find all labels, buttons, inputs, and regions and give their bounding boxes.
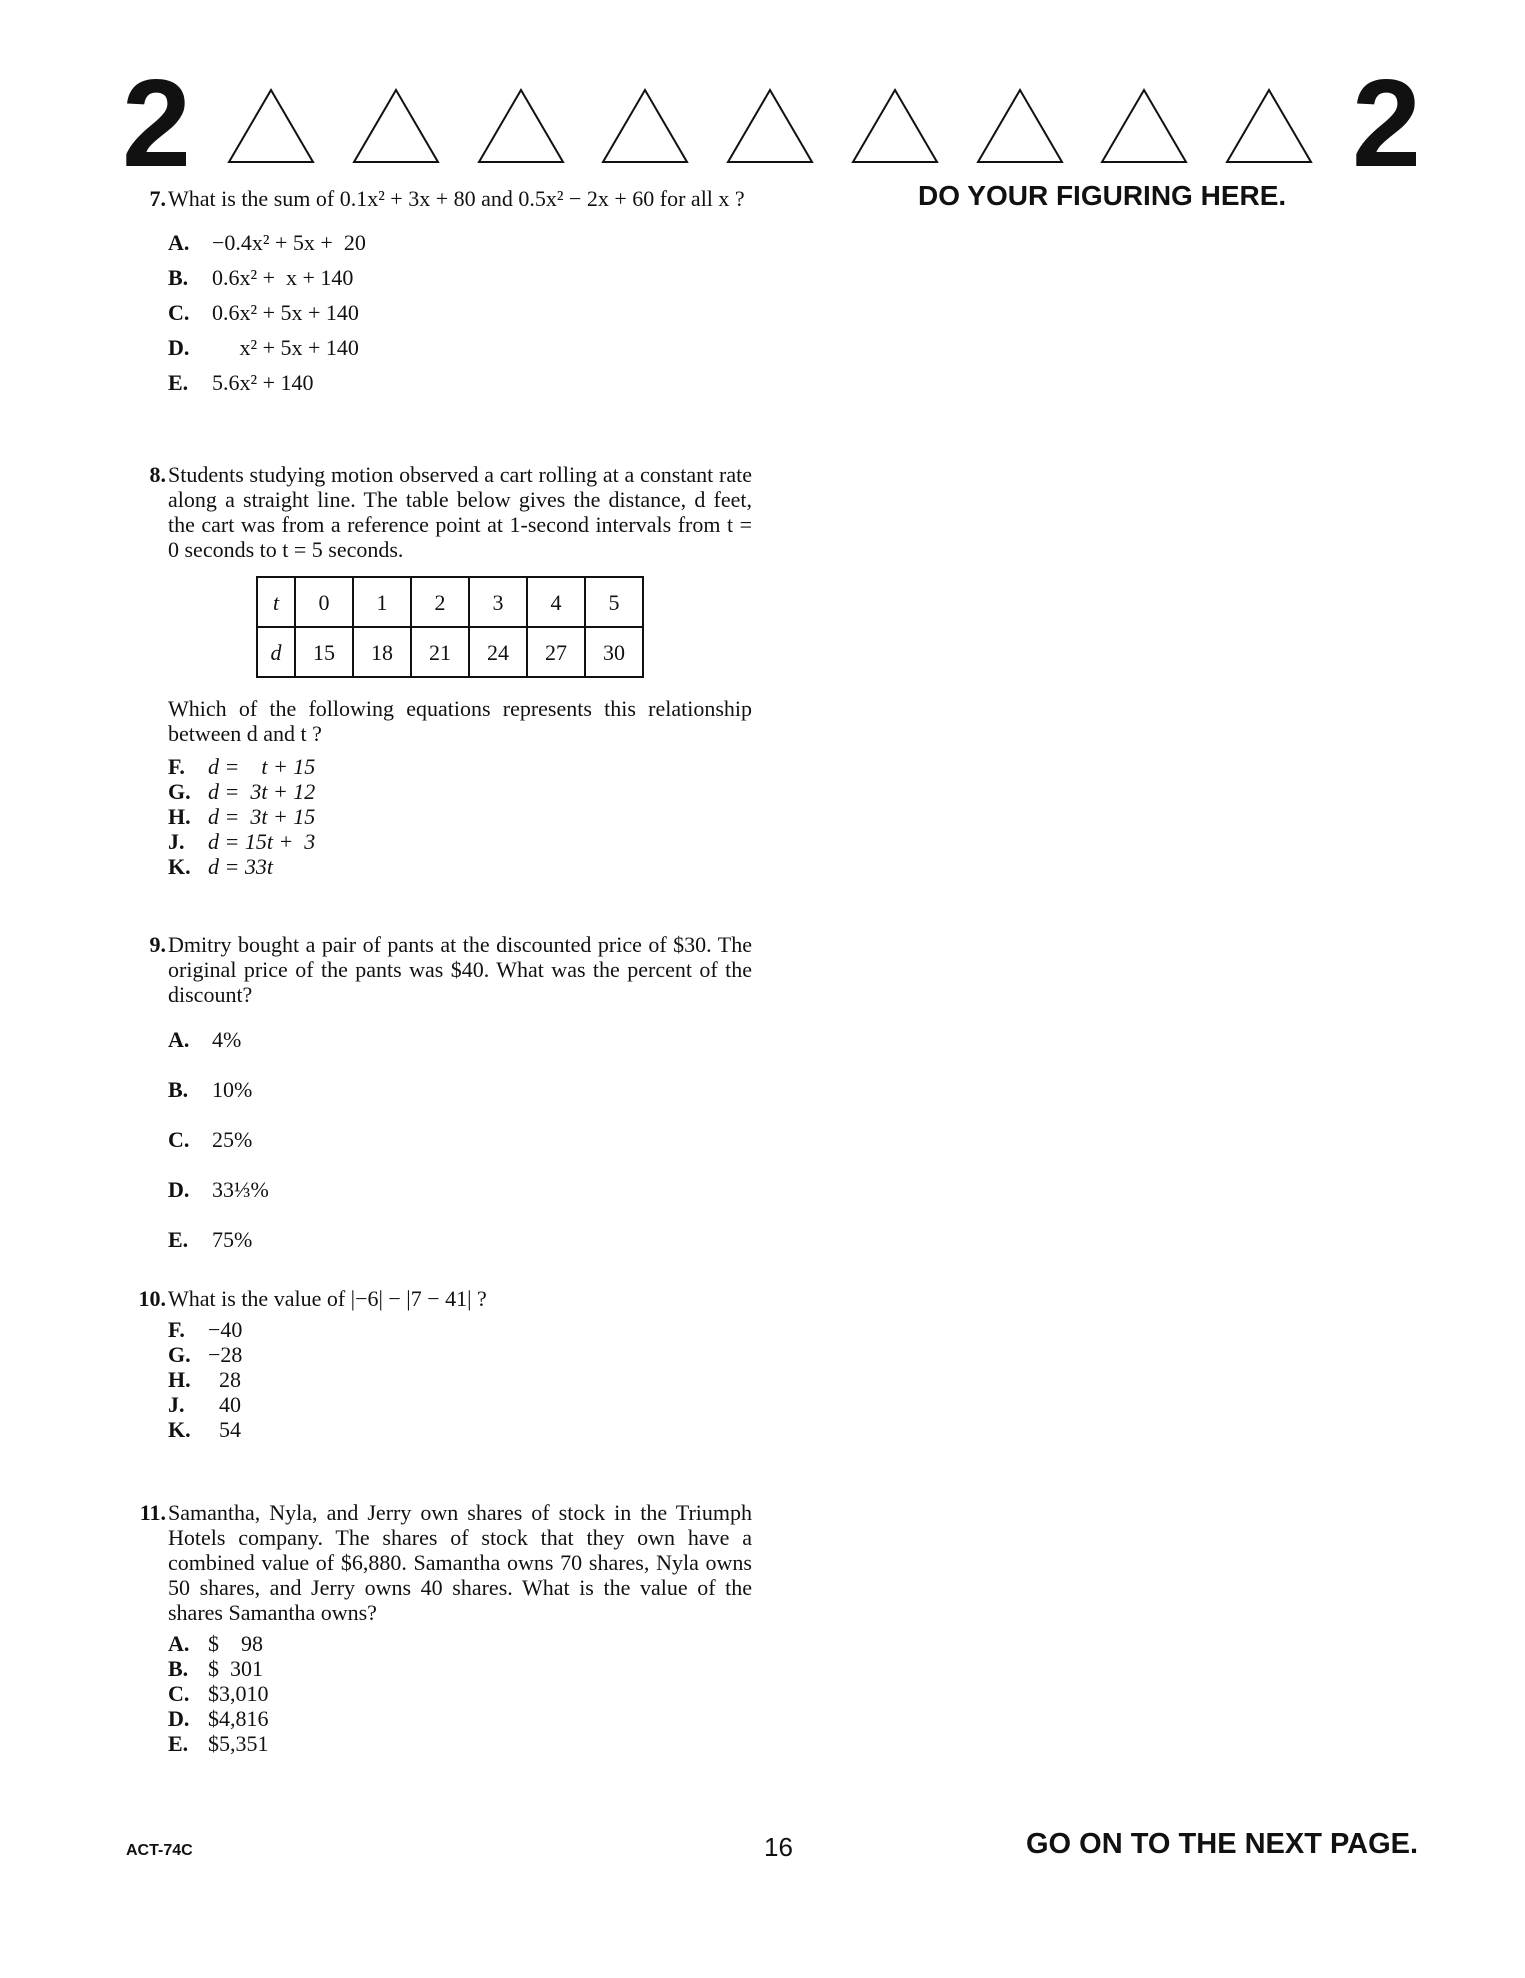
answer-option[interactable] <box>168 1177 752 1227</box>
question-text: What is the value of |−6| − |7 − 41| ? <box>168 1286 487 1311</box>
table-cell: 21 <box>411 627 469 677</box>
answer-option[interactable] <box>168 1077 752 1127</box>
answer-options <box>168 230 752 405</box>
answer-option[interactable] <box>168 370 752 405</box>
question-8 <box>120 462 752 879</box>
option-value: d = 3t + 15 <box>208 804 316 829</box>
answer-option[interactable] <box>168 1317 752 1342</box>
triangle-outline-icon <box>350 86 442 166</box>
option-letter: D. <box>168 335 190 360</box>
option-value: $3,010 <box>208 1681 269 1706</box>
answer-options <box>168 1631 752 1756</box>
question-text: Samantha, Nyla, and Jerry own shares of stock in the Triumph Hotels company. The shares of stock that they own have a combined value of $6,880. Samantha owns 70 shares, Nyla owns 50 shares, and Jerry owns 40 shares. What is the value of the shares Samantha owns? <box>168 1500 752 1625</box>
answer-option[interactable] <box>168 265 752 300</box>
answer-option[interactable] <box>168 854 752 879</box>
option-value: 75% <box>212 1227 253 1252</box>
option-letter: H. <box>168 1367 191 1392</box>
question-text: Dmitry bought a pair of pants at the discounted price of $30. The original price of the pants was $40. What was the percent of the discount? <box>168 932 752 1007</box>
option-value: $ 301 <box>208 1656 263 1681</box>
triangle-outline-icon <box>599 86 691 166</box>
question-number: 9. <box>149 932 166 957</box>
answer-option[interactable] <box>168 1127 752 1177</box>
option-letter: G. <box>168 779 191 804</box>
question-10 <box>120 1286 752 1442</box>
table-cell: 2 <box>411 577 469 627</box>
option-value: 40 <box>208 1392 241 1417</box>
next-page-instruction: GO ON TO THE NEXT PAGE. <box>1026 1828 1419 1860</box>
table-cell: 24 <box>469 627 527 677</box>
question-9 <box>120 932 752 1277</box>
option-letter: B. <box>168 1656 189 1681</box>
option-value: d = 33t <box>208 854 273 879</box>
option-value: −0.4x² + 5x + 20 <box>212 230 366 255</box>
triangle-outline-icon <box>849 86 941 166</box>
option-value: d = 3t + 12 <box>208 779 316 804</box>
answer-option[interactable] <box>168 754 752 779</box>
answer-option[interactable] <box>168 1656 752 1681</box>
option-letter: E. <box>168 370 189 395</box>
table-cell: d <box>257 627 295 677</box>
option-value: 33⅓% <box>212 1177 269 1202</box>
triangle-outline-icon <box>1223 86 1315 166</box>
table-cell: 27 <box>527 627 585 677</box>
option-letter: D. <box>168 1177 190 1202</box>
option-letter: F. <box>168 754 185 779</box>
option-letter: J. <box>168 829 185 854</box>
option-letter: D. <box>168 1706 190 1731</box>
distance-table-wrap <box>256 576 752 678</box>
answer-option[interactable] <box>168 1392 752 1417</box>
table-cell: 3 <box>469 577 527 627</box>
triangle-outline-icon <box>724 86 816 166</box>
table-row <box>257 627 643 677</box>
answer-option[interactable] <box>168 335 752 370</box>
triangle-row <box>225 86 1315 168</box>
question-number: 11. <box>139 1500 166 1525</box>
option-letter: A. <box>168 1027 190 1052</box>
triangle-outline-icon <box>1098 86 1190 166</box>
option-value: 25% <box>212 1127 253 1152</box>
answer-option[interactable] <box>168 1731 752 1756</box>
option-letter: A. <box>168 230 190 255</box>
answer-option[interactable] <box>168 1367 752 1392</box>
answer-option[interactable] <box>168 1417 752 1442</box>
answer-option[interactable] <box>168 1681 752 1706</box>
answer-option[interactable] <box>168 1706 752 1731</box>
option-value: 0.6x² + 5x + 140 <box>212 300 359 325</box>
answer-option[interactable] <box>168 300 752 335</box>
option-value: −40 <box>208 1317 243 1342</box>
option-letter: C. <box>168 1127 190 1152</box>
option-letter: A. <box>168 1631 190 1656</box>
table-cell: 5 <box>585 577 643 627</box>
option-letter: H. <box>168 804 191 829</box>
option-value: 54 <box>208 1417 241 1442</box>
option-letter: C. <box>168 1681 190 1706</box>
option-letter: B. <box>168 1077 189 1102</box>
question-number: 7. <box>149 186 166 211</box>
option-letter: E. <box>168 1227 189 1252</box>
option-letter: B. <box>168 265 189 290</box>
triangle-outline-icon <box>475 86 567 166</box>
answer-options <box>168 754 752 879</box>
option-letter: G. <box>168 1342 191 1367</box>
question-11 <box>120 1500 752 1756</box>
section-number-left: 2 <box>122 55 191 193</box>
table-cell: 15 <box>295 627 353 677</box>
option-value: x² + 5x + 140 <box>212 335 359 360</box>
question-number: 10. <box>138 1286 166 1311</box>
section-number-right: 2 <box>1352 55 1421 193</box>
question-followup: Which of the following equations represents this relationship between d and t ? <box>168 696 752 746</box>
option-value: 4% <box>212 1027 242 1052</box>
option-value: d = 15t + 3 <box>208 829 316 854</box>
table-cell: 18 <box>353 627 411 677</box>
table-row <box>257 577 643 627</box>
table-cell: t <box>257 577 295 627</box>
question-text: Students studying motion observed a cart rolling at a constant rate along a straight line. The table below gives the distance, d feet, the cart was from a reference point at 1-second intervals from t = 0 seconds to t = 5 seconds. <box>168 462 752 562</box>
option-value: $5,351 <box>208 1731 269 1756</box>
option-letter: C. <box>168 300 190 325</box>
option-letter: J. <box>168 1392 185 1417</box>
page-number: 16 <box>764 1832 793 1862</box>
answer-option[interactable] <box>168 1227 752 1277</box>
answer-options <box>168 1027 752 1277</box>
option-value: $4,816 <box>208 1706 269 1731</box>
answer-options <box>168 1317 752 1442</box>
option-letter: E. <box>168 1731 189 1756</box>
answer-option[interactable] <box>168 829 752 854</box>
answer-option[interactable] <box>168 1342 752 1367</box>
option-value: d = t + 15 <box>208 754 316 779</box>
triangle-outline-icon <box>225 86 317 166</box>
table-cell: 0 <box>295 577 353 627</box>
table-cell: 1 <box>353 577 411 627</box>
option-value: 0.6x² + x + 140 <box>212 265 354 290</box>
form-code: ACT-74C <box>126 1842 193 1859</box>
option-value: 5.6x² + 140 <box>212 370 314 395</box>
option-value: −28 <box>208 1342 243 1367</box>
distance-table <box>256 576 644 678</box>
question-text: What is the sum of 0.1x² + 3x + 80 and 0.5x² − 2x + 60 for all x ? <box>168 186 745 211</box>
table-cell: 30 <box>585 627 643 677</box>
option-value: $ 98 <box>208 1631 263 1656</box>
answer-option[interactable] <box>168 779 752 804</box>
figuring-area-label: DO YOUR FIGURING HERE. <box>918 180 1287 211</box>
option-letter: F. <box>168 1317 185 1342</box>
option-value: 10% <box>212 1077 253 1102</box>
question-number: 8. <box>149 462 166 487</box>
triangle-outline-icon <box>974 86 1066 166</box>
question-7 <box>120 186 752 405</box>
option-letter: K. <box>168 854 191 879</box>
answer-option[interactable] <box>168 804 752 829</box>
answer-option[interactable] <box>168 1027 752 1077</box>
table-cell: 4 <box>527 577 585 627</box>
answer-option[interactable] <box>168 1631 752 1656</box>
option-letter: K. <box>168 1417 191 1442</box>
option-value: 28 <box>208 1367 241 1392</box>
answer-option[interactable] <box>168 230 752 265</box>
